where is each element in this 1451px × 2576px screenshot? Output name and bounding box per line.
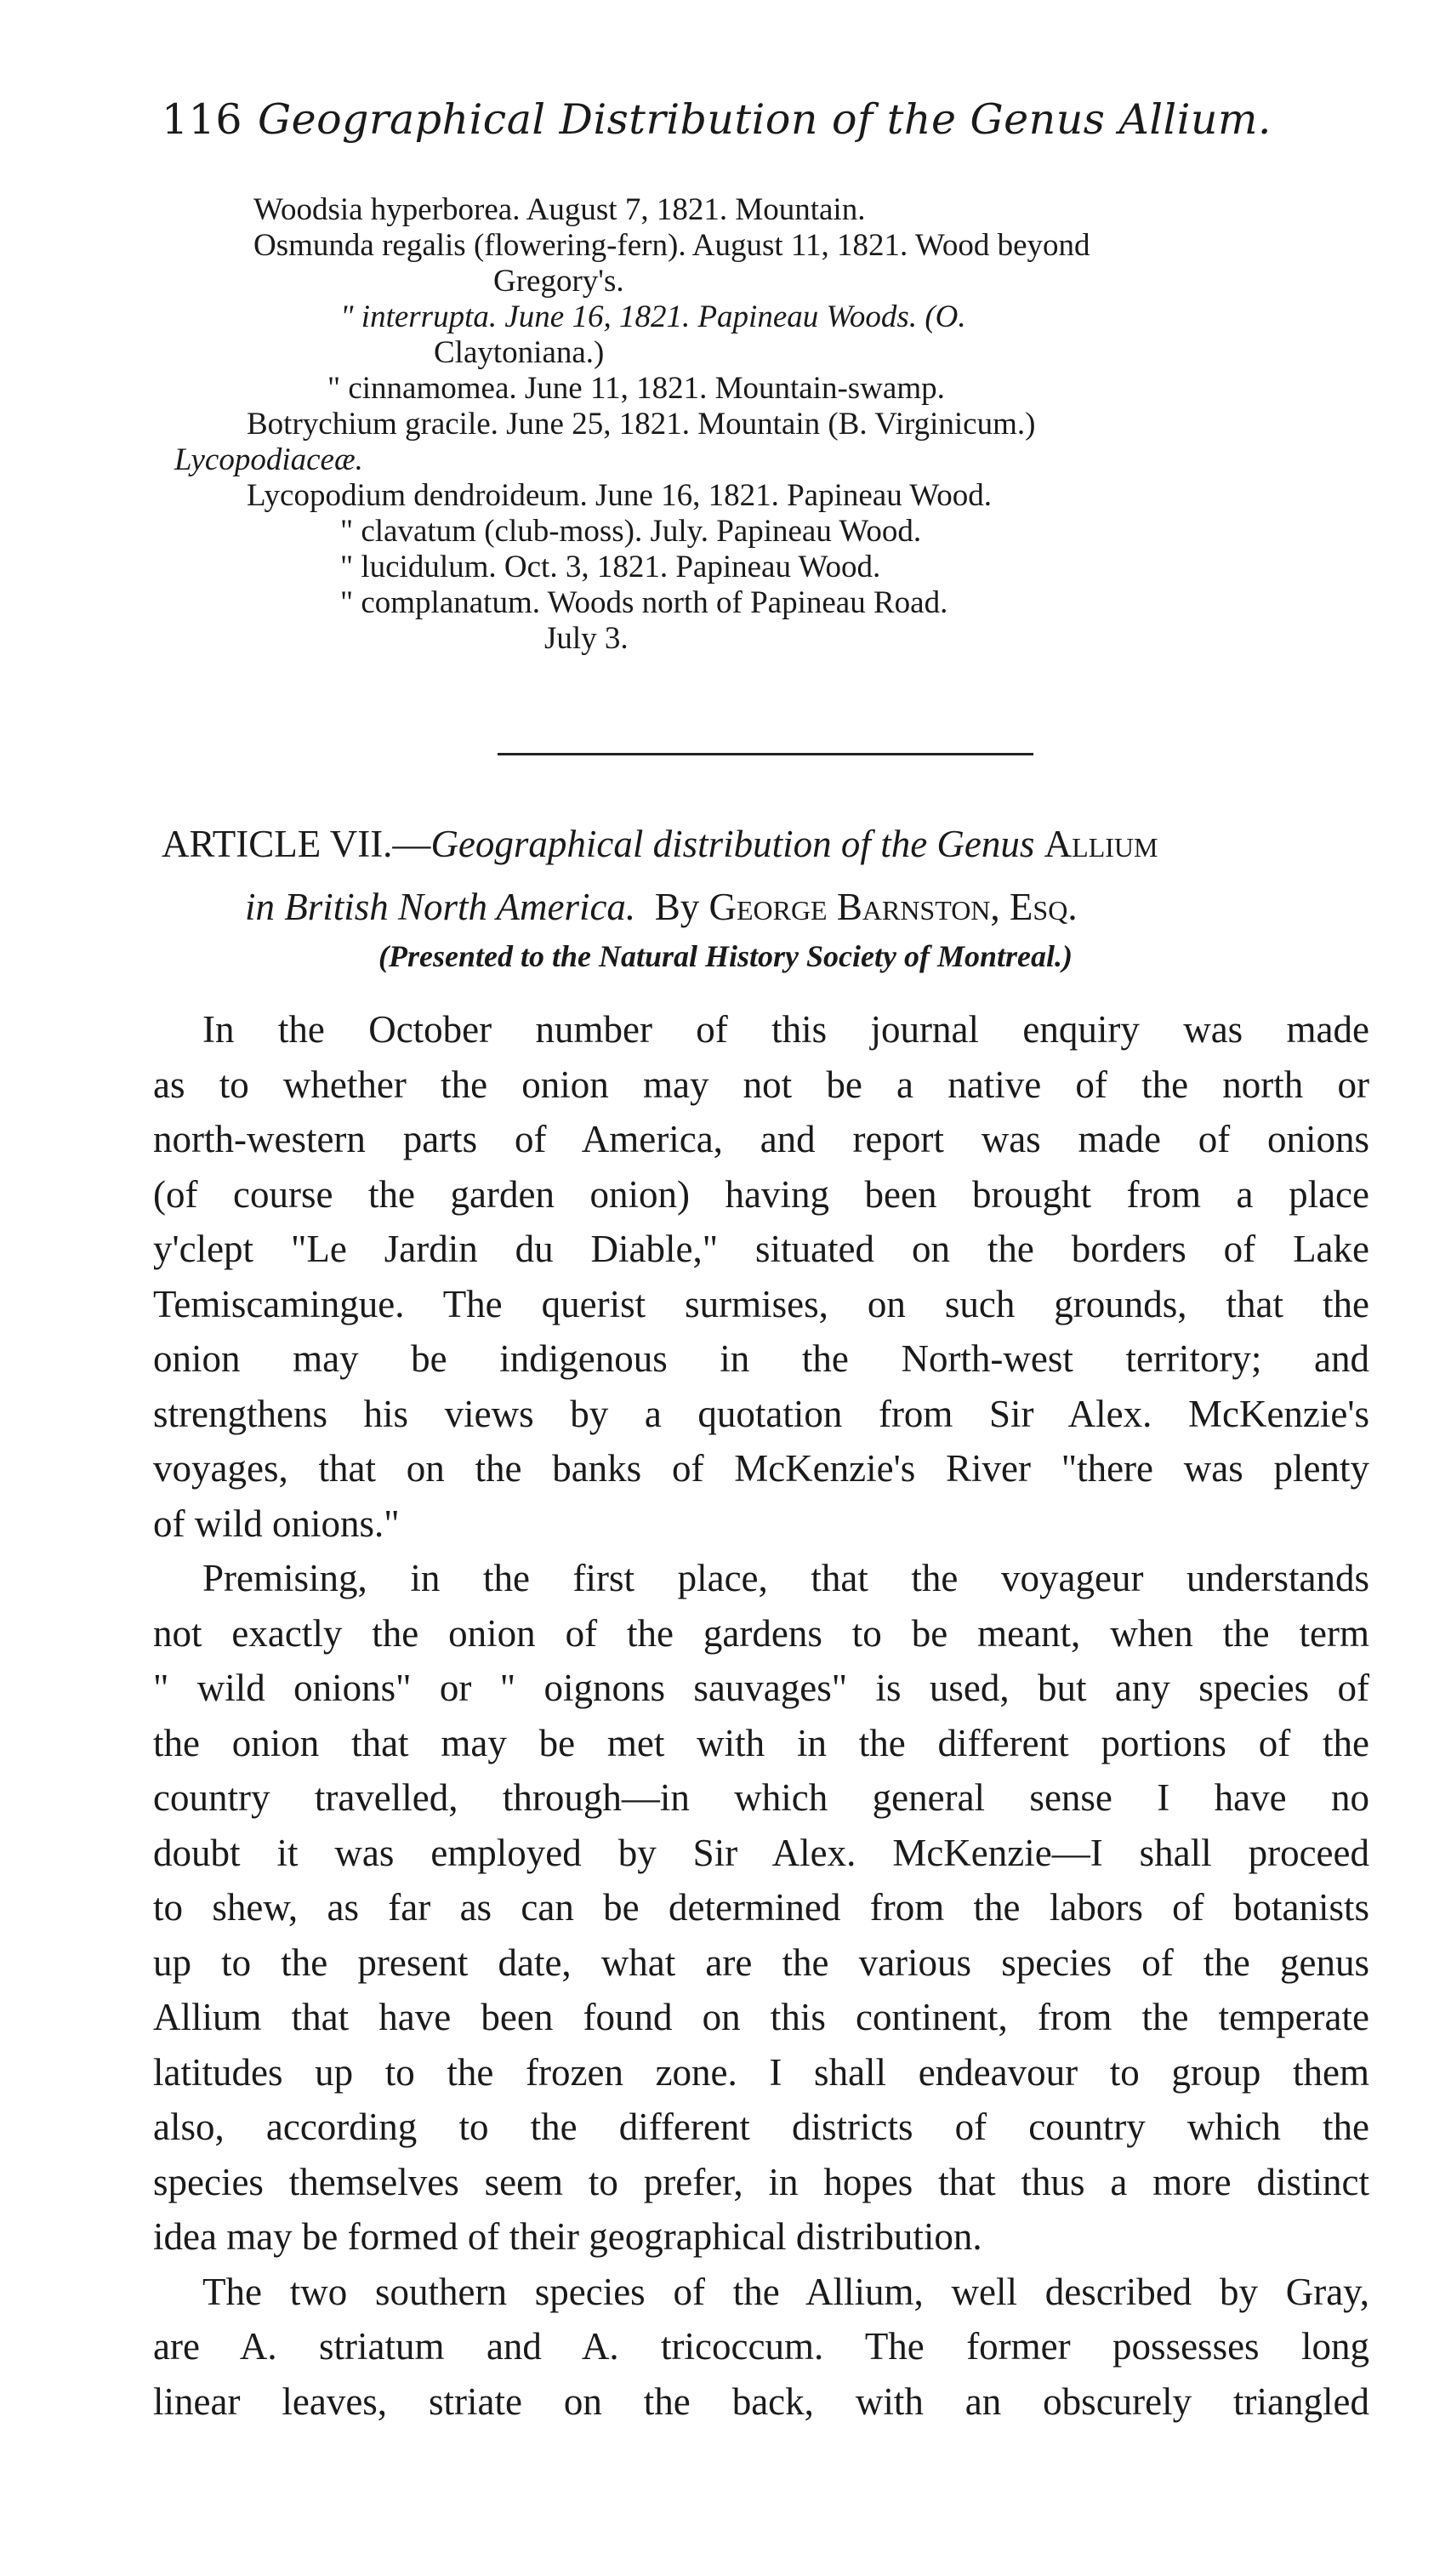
text-line: north-western parts of America, and report was made of onions [153,1118,1369,1160]
text-line: also, according to the different districts of country which the [153,2106,1369,2148]
article-title-part: in British North America. [245,886,636,928]
plant-list-line: " interrupta. June 16, 1821. Papineau Woods. (O. [340,299,966,334]
article-title-part: Geographical distribution of the Genus [430,823,1035,865]
text-line: up to the present date, what are the various species of the genus [153,1941,1369,1984]
text-line: Premising, in the first place, that the voyageur understands [202,1557,1369,1599]
article-genus: Allium [1044,823,1158,865]
running-head [162,95,1272,144]
article-body [153,1002,1369,2429]
plant-list-family: Lycopodiaceæ. [174,442,363,477]
plant-list-line: Osmunda regalis (flowering-fern). August 11, 1821. Wood beyond [253,228,1090,263]
text-line: idea may be formed of their geographical distribution. [153,2215,982,2258]
plant-list-line: Botrychium gracile. June 25, 1821. Mountain (B. Virginicum.) [247,407,1036,442]
text-line: voyages, that on the banks of McKenzie's River "there was plenty [153,1447,1369,1490]
text-line: to shew, as far as can be determined from the labors of botanists [153,1886,1369,1929]
text-line: not exactly the onion of the gardens to be meant, when the term [153,1611,1369,1655]
text-line: latitudes up to the frozen zone. I shall endeavour to group them [153,2050,1369,2094]
article-author: George Barnston, Esq. [708,886,1078,928]
text-line: as to whether the onion may not be a native of the north or [153,1063,1369,1106]
text-line: are A. striatum and A. tricoccum. The former possesses long [153,2325,1369,2368]
page-number: 116 [162,95,243,144]
plant-list-line: Gregory's. [493,264,624,299]
plant-list-line: " lucidulum. Oct. 3, 1821. Papineau Wood. [340,550,881,584]
paragraph [153,1002,1369,1551]
article-label: ARTICLE VII.— [162,823,431,865]
plant-list-line: " clavatum (club-moss). July. Papineau Wood. [340,514,922,549]
text-line: The two southern species of the Allium, well described by Gray, [202,2270,1369,2313]
text-line: linear leaves, striate on the back, with an obscurely triangled [153,2379,1369,2423]
paragraph [153,1551,1369,2265]
text-line: country travelled, through—in which general sense I have no [153,1776,1369,1819]
plant-list-line: " cinnamomea. June 11, 1821. Mountain-swamp. [327,371,945,406]
text-line: species themselves seem to prefer, in hopes that thus a more distinct [153,2160,1369,2203]
text-line: onion may be indigenous in the North-west territory; and [153,1337,1369,1380]
article-heading [162,812,1378,938]
plant-list-line: Woodsia hyperborea. August 7, 1821. Mountain. [253,192,866,227]
plant-list-line: July 3. [544,621,629,656]
text-line: " wild onions" or " oignons sauvages" is used, but any species of [153,1667,1369,1709]
paragraph [153,2265,1369,2430]
text-line: doubt it was employed by Sir Alex. McKenzie—I shall proceed [153,1831,1369,1874]
text-line: (of course the garden onion) having been brought from a place [153,1172,1369,1216]
plant-list-line: Lycopodium dendroideum. June 16, 1821. Papineau Wood. [247,478,993,513]
section-divider [498,753,1033,755]
running-head-title: Geographical Distribution of the Genus Allium. [258,95,1272,144]
text-line: In the October number of this journal enquiry was made [202,1008,1369,1051]
text-line: Temiscamingue. The querist surmises, on such grounds, that the [153,1282,1369,1325]
text-line: y'clept "Le Jardin du Diable," situated on the borders of Lake [153,1228,1369,1270]
presented-note: (Presented to the Natural History Society of Montreal.) [378,939,1073,973]
text-line: the onion that may be met with in the different portions of the [153,1721,1369,1764]
byline-prefix: By [654,886,700,928]
plant-list-line: " complanatum. Woods north of Papineau Road. [340,585,948,620]
text-line: strengthens his views by a quotation from Sir Alex. McKenzie's [153,1392,1369,1435]
plant-list-line: Claytoniana.) [434,335,605,370]
text-line: Allium that have been found on this continent, from the temperate [153,1996,1369,2038]
text-line: of wild onions." [153,1502,400,1545]
